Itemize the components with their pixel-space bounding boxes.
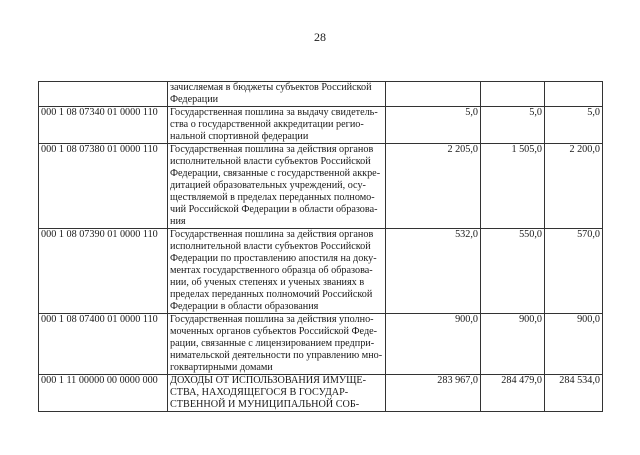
table-row [39, 375, 603, 412]
revenue-name-cell [168, 82, 386, 107]
revenue-name-line: Федерации, связанные с государственной аккре- [170, 168, 381, 179]
amount-year-3-cell: 2 200,0 [545, 144, 603, 229]
revenue-name-line: нимательской деятельности по управлению мно- [170, 350, 383, 361]
amount-year-3-cell: 570,0 [545, 229, 603, 314]
table-body [39, 82, 603, 412]
revenue-name-line: зачисляемая в бюджеты субъектов Российской [170, 82, 372, 93]
budget-code-cell [39, 82, 168, 107]
amount-year-3-cell [545, 82, 603, 107]
amount-year-2-cell: 284 479,0 [481, 375, 545, 412]
revenue-name-line: Федерации по проставлению апостиля на доку- [170, 253, 377, 264]
amount-year-1-cell: 532,0 [386, 229, 481, 314]
revenue-name-line: рации, связанные с лицензированием предпри- [170, 338, 375, 349]
amount-year-1-cell: 283 967,0 [386, 375, 481, 412]
revenue-name-line: ДОХОДЫ ОТ ИСПОЛЬЗОВАНИЯ ИМУЩЕ- [170, 375, 366, 386]
amount-year-2-cell: 1 505,0 [481, 144, 545, 229]
budget-code-cell: 000 1 11 00000 00 0000 000 [39, 375, 168, 412]
budget-code-cell: 000 1 08 07340 01 0000 110 [39, 107, 168, 144]
revenue-name-line: нии, об ученых степенях и ученых званиях в [170, 277, 365, 288]
revenue-name-line: СТВА, НАХОДЯЩЕГОСЯ В ГОСУДАР- [170, 387, 349, 398]
revenue-name-line: Федерации [170, 94, 219, 105]
revenue-name-line: СТВЕННОЙ И МУНИЦИПАЛЬНОЙ СОБ- [170, 399, 360, 410]
amount-year-1-cell: 2 205,0 [386, 144, 481, 229]
revenue-name-line: Государственная пошлина за выдачу свидетель- [170, 107, 378, 118]
revenue-name-line: чий Российской Федерации в области образова- [170, 204, 378, 215]
amount-year-2-cell: 5,0 [481, 107, 545, 144]
amount-year-1-cell: 5,0 [386, 107, 481, 144]
revenue-name-line: нальной спортивной федерации [170, 131, 309, 142]
table-row [39, 144, 603, 229]
revenue-name-line: исполнительной власти субъектов Российской [170, 156, 371, 167]
page-number: 28 [314, 30, 326, 44]
revenue-name-line: пределах переданных полномочий Российской [170, 289, 373, 300]
amount-year-3-cell: 5,0 [545, 107, 603, 144]
revenue-name-cell [168, 229, 386, 314]
budget-code-cell: 000 1 08 07390 01 0000 110 [39, 229, 168, 314]
amount-year-2-cell [481, 82, 545, 107]
amount-year-1-cell [386, 82, 481, 107]
revenue-name-line: моченных органов субъектов Российской Феде- [170, 326, 378, 337]
revenue-name-line: Государственная пошлина за действия уполно- [170, 314, 374, 325]
revenue-name-line: Федерации в области образования [170, 301, 319, 312]
revenue-name-line: гоквартирными домами [170, 362, 273, 373]
amount-year-2-cell: 900,0 [481, 314, 545, 375]
budget-code-cell: 000 1 08 07380 01 0000 110 [39, 144, 168, 229]
table-row [39, 314, 603, 375]
table-row [39, 229, 603, 314]
revenue-name-cell [168, 314, 386, 375]
amount-year-1-cell: 900,0 [386, 314, 481, 375]
revenue-name-cell [168, 107, 386, 144]
revenue-name-line: Государственная пошлина за действия органов [170, 229, 374, 240]
revenue-name-line: исполнительной власти субъектов Российской [170, 241, 371, 252]
revenue-name-line: ства о государственной аккредитации регио- [170, 119, 364, 130]
revenue-name-line: дитацией образовательных учреждений, осу- [170, 180, 366, 191]
budget-code-cell: 000 1 08 07400 01 0000 110 [39, 314, 168, 375]
amount-year-2-cell: 550,0 [481, 229, 545, 314]
revenue-name-cell [168, 144, 386, 229]
revenue-name-line: Государственная пошлина за действия органов [170, 144, 374, 155]
revenue-name-line: ния [170, 216, 186, 227]
amount-year-3-cell: 284 534,0 [545, 375, 603, 412]
revenue-table [38, 81, 603, 412]
table-row [39, 107, 603, 144]
revenue-name-cell [168, 375, 386, 412]
table-row [39, 82, 603, 107]
amount-year-3-cell: 900,0 [545, 314, 603, 375]
revenue-name-line: ментах государственного образца об образова- [170, 265, 373, 276]
revenue-name-line: ществляемой в пределах переданных полномо- [170, 192, 375, 203]
